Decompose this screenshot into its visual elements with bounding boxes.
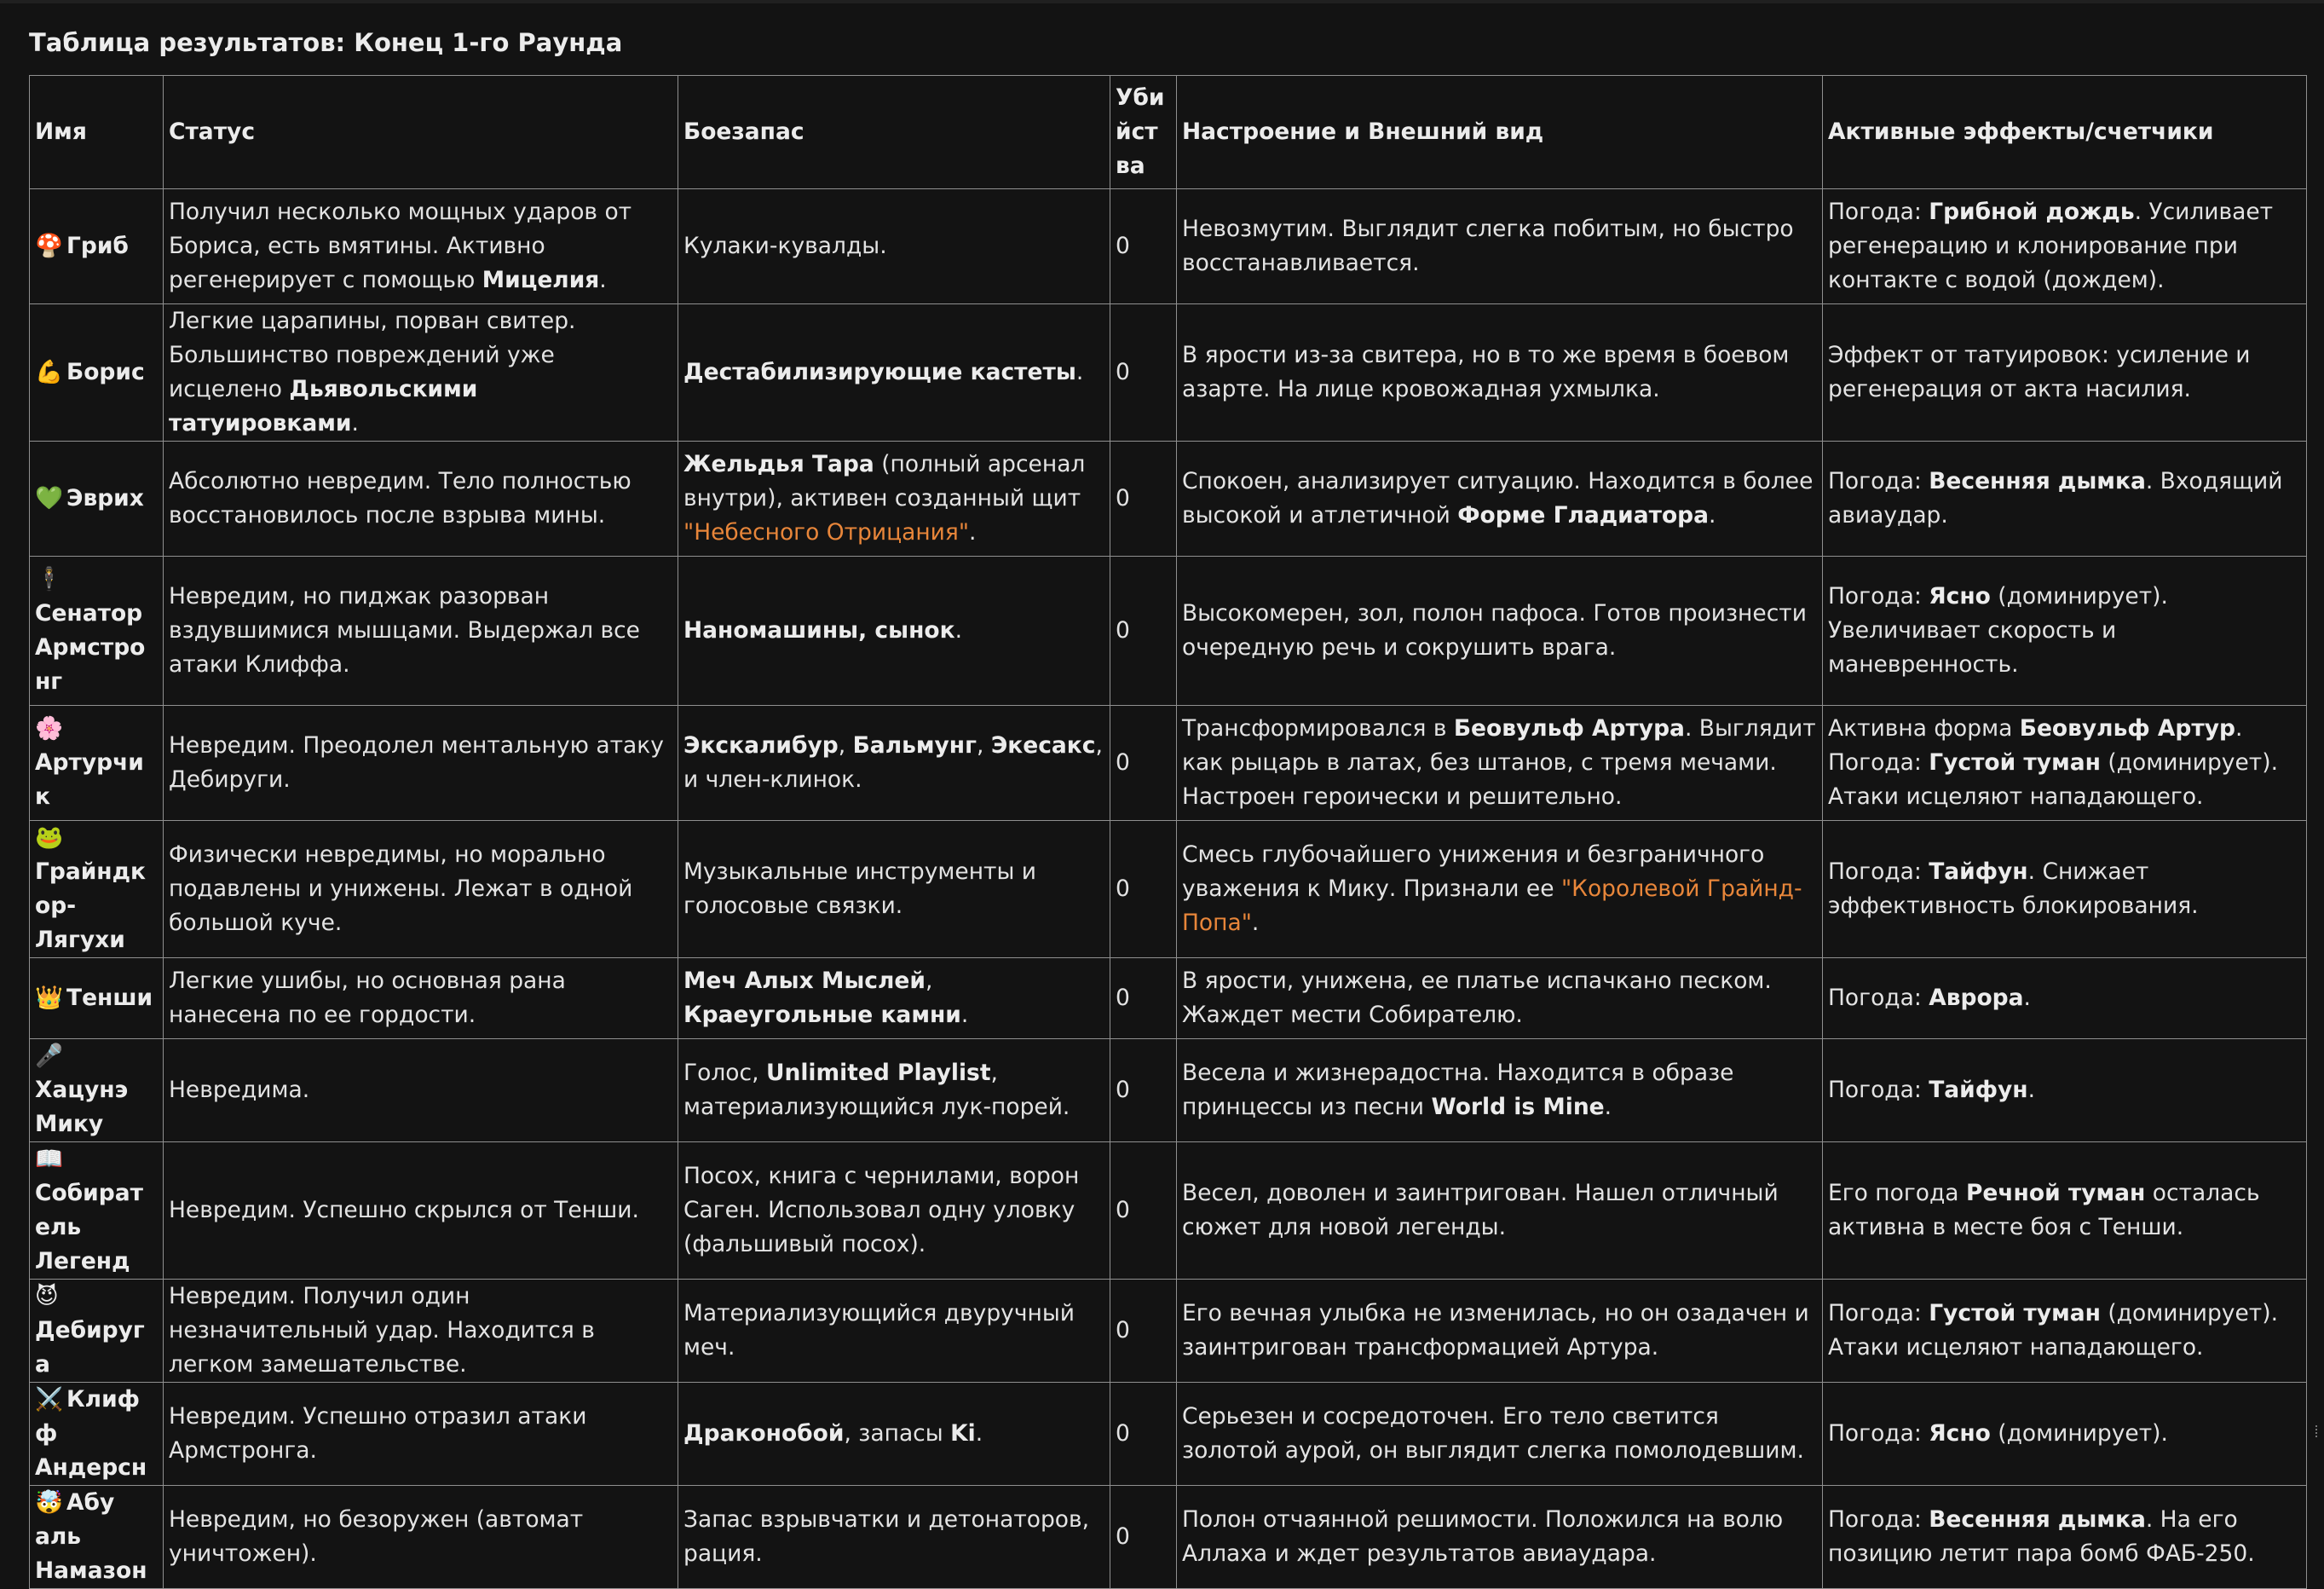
table-row bbox=[30, 1280, 2307, 1383]
cell-ammo-part-6: , и член-клинок. bbox=[683, 732, 1103, 793]
cell-mood-part-0: В ярости из-за свитера, но в то же время в боевом азарте. На лице кровожадная ухмылка. bbox=[1182, 342, 1790, 402]
cell-kills: 0 bbox=[1110, 1486, 1177, 1589]
character-name: Эврих bbox=[66, 485, 144, 511]
cell-effects bbox=[1823, 1280, 2307, 1383]
cell-status bbox=[164, 1039, 678, 1142]
cell-mood-part-2: . bbox=[1604, 1094, 1612, 1120]
cell-ammo-part-0: Кулаки-кувалды. bbox=[683, 233, 887, 259]
cell-ammo-part-4: , bbox=[976, 732, 991, 759]
cell-mood bbox=[1177, 1280, 1823, 1383]
cell-mood-part-2: . bbox=[1251, 910, 1260, 936]
character-name: Сенатор Армстронг bbox=[35, 600, 146, 695]
cell-effects-part-1: Тайфун bbox=[1929, 1077, 2028, 1103]
cell-mood-part-0: Весел, доволен и заинтригован. Нашел отличный сюжет для новой легенды. bbox=[1182, 1180, 1779, 1240]
cell-status bbox=[164, 1142, 678, 1280]
cell-ammo-part-4: . bbox=[969, 519, 977, 546]
character-icon: 🎤 bbox=[35, 1043, 63, 1069]
cell-ammo-part-2: . bbox=[954, 617, 963, 644]
cell-ammo bbox=[678, 821, 1110, 958]
cell-effects-part-2: (доминирует). Увеличивает скорость и маневренность. bbox=[1828, 583, 2168, 678]
table-row bbox=[30, 442, 2307, 557]
character-icon: 🍄 bbox=[35, 233, 63, 259]
cell-ammo-part-2: , запасы bbox=[844, 1420, 951, 1447]
cell-mood-part-1: Беовульф Артура bbox=[1453, 715, 1685, 742]
cell-status bbox=[164, 1383, 678, 1486]
cell-kills: 0 bbox=[1110, 557, 1177, 706]
header-effects: Активные эффекты/счетчики bbox=[1823, 76, 2307, 189]
cell-effects-part-2: . bbox=[2023, 985, 2031, 1011]
cell-ammo-part-3: "Небесного Отрицания" bbox=[683, 519, 970, 546]
cell-effects-part-2: (доминирует). bbox=[1990, 1420, 2168, 1447]
cell-effects-part-2: . На его позицию летит пара бомб ФАБ-250. bbox=[1828, 1506, 2255, 1567]
cell-ammo bbox=[678, 1039, 1110, 1142]
table-row bbox=[30, 304, 2307, 442]
cell-ammo-part-3: Краеугольные камни bbox=[683, 1002, 961, 1028]
table-body bbox=[30, 189, 2307, 1589]
header-status: Статус bbox=[164, 76, 678, 189]
cell-mood-part-0: Невозмутим. Выглядит слегка побитым, но быстро восстанавливается. bbox=[1182, 216, 1794, 276]
cell-ammo bbox=[678, 706, 1110, 821]
cell-status bbox=[164, 1280, 678, 1383]
cell-effects-part-0: Погода: bbox=[1828, 1506, 1929, 1533]
character-icon: 🕴 bbox=[35, 566, 63, 592]
cell-ammo bbox=[678, 1142, 1110, 1280]
cell-ammo bbox=[678, 958, 1110, 1039]
cell-name bbox=[30, 821, 164, 958]
cell-ammo-part-0: Посох, книга с чернилами, ворон Саген. Использовал одну уловку (фальшивый посох). bbox=[683, 1163, 1080, 1257]
cell-kills: 0 bbox=[1110, 1280, 1177, 1383]
cell-status bbox=[164, 304, 678, 442]
cell-effects-part-2: . Погода: bbox=[1828, 715, 2243, 776]
cell-ammo-part-1: Меч Алых Мыслей bbox=[683, 968, 926, 994]
cell-effects-part-0: Погода: bbox=[1828, 858, 1929, 885]
cell-effects-part-0: Активна форма bbox=[1828, 715, 2020, 742]
cell-effects-part-1: Аврора bbox=[1929, 985, 2024, 1011]
cell-name bbox=[30, 442, 164, 557]
character-name: Собиратель Легенд bbox=[35, 1180, 143, 1274]
cell-effects-part-1: Весенняя дымка bbox=[1929, 468, 2146, 494]
cell-ammo-part-2: , bbox=[838, 732, 853, 759]
cell-name bbox=[30, 1039, 164, 1142]
cell-mood-part-0: Высокомерен, зол, полон пафоса. Готов произнести очередную речь и сокрушить врага. bbox=[1182, 600, 1807, 661]
cell-kills: 0 bbox=[1110, 958, 1177, 1039]
header-mood: Настроение и Внешний вид bbox=[1177, 76, 1823, 189]
cell-status-part-1: Мицелия bbox=[482, 267, 600, 293]
cell-mood bbox=[1177, 304, 1823, 442]
cell-mood-part-1: Форме Гладиатора bbox=[1457, 502, 1710, 529]
table-header-row bbox=[30, 76, 2307, 189]
cell-effects-part-2: . Входящий авиаудар. bbox=[1828, 468, 2283, 529]
cell-status-part-0: Физически невредимы, но морально подавлены и унижены. Лежат в одной большой куче. bbox=[169, 841, 633, 936]
character-icon: 📖 bbox=[35, 1146, 63, 1172]
cell-effects bbox=[1823, 821, 2307, 958]
cell-mood bbox=[1177, 189, 1823, 304]
cell-effects-part-1: Беовульф Артур bbox=[2019, 715, 2235, 742]
cell-effects bbox=[1823, 1383, 2307, 1486]
table-row bbox=[30, 1039, 2307, 1142]
cell-effects-part-0: Погода: bbox=[1828, 583, 1929, 610]
cell-ammo bbox=[678, 189, 1110, 304]
cell-mood-part-0: Весела и жизнерадостна. Находится в образе принцессы из песни bbox=[1182, 1060, 1734, 1120]
cell-ammo-part-1: Дестабилизирующие кастеты bbox=[683, 359, 1076, 385]
cell-kills: 0 bbox=[1110, 189, 1177, 304]
cell-kills: 0 bbox=[1110, 821, 1177, 958]
cell-ammo bbox=[678, 1383, 1110, 1486]
cell-kills: 0 bbox=[1110, 1142, 1177, 1280]
table-row bbox=[30, 706, 2307, 821]
cell-effects bbox=[1823, 304, 2307, 442]
cell-effects-part-0: Погода: bbox=[1828, 1420, 1929, 1447]
cell-ammo-part-2: , bbox=[925, 968, 933, 994]
cell-effects-part-0: Погода: bbox=[1828, 985, 1929, 1011]
character-icon: 🤯 bbox=[35, 1489, 63, 1516]
character-name: Тенши bbox=[66, 985, 153, 1011]
cell-status-part-0: Невредим. Успешно отразил атаки Армстронга. bbox=[169, 1403, 587, 1464]
character-name: Дебируга bbox=[35, 1317, 145, 1378]
cell-ammo bbox=[678, 442, 1110, 557]
cell-mood bbox=[1177, 1142, 1823, 1280]
cell-mood bbox=[1177, 706, 1823, 821]
cell-effects-part-0: Погода: bbox=[1828, 199, 1929, 225]
cell-status bbox=[164, 958, 678, 1039]
cell-ammo-part-4: . bbox=[960, 1002, 969, 1028]
cell-name bbox=[30, 1383, 164, 1486]
cell-status bbox=[164, 821, 678, 958]
cell-ammo-part-0: Музыкальные инструменты и голосовые связки. bbox=[683, 858, 1037, 919]
cell-effects-part-2: . bbox=[2027, 1077, 2036, 1103]
cell-ammo-part-0: Материализующийся двуручный меч. bbox=[683, 1300, 1075, 1361]
cell-name bbox=[30, 557, 164, 706]
cell-ammo-part-3: Бальмунг bbox=[852, 732, 977, 759]
character-icon: 👑 bbox=[35, 985, 63, 1011]
cell-kills: 0 bbox=[1110, 442, 1177, 557]
cell-ammo-part-2: (полный арсенал внутри), активен созданный щит bbox=[683, 451, 1086, 511]
character-icon: 🌸 bbox=[35, 715, 63, 742]
cell-status bbox=[164, 189, 678, 304]
character-icon: 😈 bbox=[35, 1283, 59, 1309]
window-top-edge bbox=[0, 0, 2324, 3]
cell-ammo-part-3: Ki bbox=[950, 1420, 976, 1447]
cell-effects-part-4: (доминирует). Атаки исцеляют нападающего. bbox=[1828, 749, 2278, 810]
cell-effects bbox=[1823, 442, 2307, 557]
cell-effects-part-1: Ясно bbox=[1929, 1420, 1991, 1447]
table-row bbox=[30, 557, 2307, 706]
cell-mood bbox=[1177, 1486, 1823, 1589]
table-row bbox=[30, 821, 2307, 958]
cell-ammo-part-0: Запас взрывчатки и детонаторов, рация. bbox=[683, 1506, 1090, 1567]
cell-name bbox=[30, 1142, 164, 1280]
cell-status-part-0: Абсолютно невредим. Тело полностью восстановилось после взрыва мины. bbox=[169, 468, 631, 529]
cell-kills: 0 bbox=[1110, 1039, 1177, 1142]
cell-mood bbox=[1177, 1039, 1823, 1142]
cell-status-part-0: Легкие царапины, порван свитер. Большинство повреждений уже исцелено bbox=[169, 308, 576, 402]
character-name: Борис bbox=[66, 359, 145, 385]
character-icon: ⚔️ bbox=[35, 1386, 63, 1413]
cell-mood-part-0: Серьезен и сосредоточен. Его тело светится золотой аурой, он выглядит слегка помолодевшим. bbox=[1182, 1403, 1804, 1464]
character-name: Артурчик bbox=[35, 749, 144, 810]
character-icon: 🐸 bbox=[35, 824, 63, 851]
cell-status bbox=[164, 557, 678, 706]
character-name: Гриб bbox=[66, 233, 129, 259]
cell-effects-part-0: Погода: bbox=[1828, 1077, 1929, 1103]
cell-effects-part-0: Погода: bbox=[1828, 468, 1929, 494]
cell-effects bbox=[1823, 958, 2307, 1039]
cell-ammo-part-1: Жельдья Тара bbox=[683, 451, 874, 477]
cell-name bbox=[30, 189, 164, 304]
character-icon: 💪 bbox=[35, 359, 63, 385]
cell-ammo-part-1: Драконобой bbox=[683, 1420, 845, 1447]
cell-status-part-2: . bbox=[599, 267, 607, 293]
cell-status-part-0: Невредим. Получил один незначительный удар. Находится в легком замешательстве. bbox=[169, 1283, 595, 1378]
cell-mood-part-1: World is Mine bbox=[1431, 1094, 1605, 1120]
cell-effects-part-1: Весенняя дымка bbox=[1929, 1506, 2146, 1533]
cell-effects bbox=[1823, 1142, 2307, 1280]
cell-mood-part-0: Полон отчаянной решимости. Положился на волю Аллаха и ждет результатов авиаудара. bbox=[1182, 1506, 1784, 1567]
cell-effects-part-2: (доминирует). Атаки исцеляют нападающего. bbox=[1828, 1300, 2278, 1361]
cell-effects-part-0: Погода: bbox=[1828, 1300, 1929, 1326]
cell-status bbox=[164, 706, 678, 821]
cell-status-part-0: Невредим. Преодолел ментальную атаку Дебируги. bbox=[169, 732, 664, 793]
cell-mood-part-0: Его вечная улыбка не изменилась, но он озадачен и заинтригован трансформацией Артура. bbox=[1182, 1300, 1809, 1361]
cell-effects-part-1: Густой туман bbox=[1929, 1300, 2101, 1326]
cell-effects-part-0: Его погода bbox=[1828, 1180, 1966, 1206]
cell-effects-part-1: Ясно bbox=[1929, 583, 1991, 610]
cell-mood-part-0: Смесь глубочайшего унижения и безграничного уважения к Мику. Признали ее bbox=[1182, 841, 1765, 902]
table-row bbox=[30, 1142, 2307, 1280]
cell-status-part-0: Невредим, но безоружен (автомат уничтожен). bbox=[169, 1506, 584, 1567]
cell-effects-part-1: Речной туман bbox=[1965, 1180, 2146, 1206]
page-title: Таблица результатов: Конец 1-го Раунда bbox=[29, 28, 623, 57]
cell-status bbox=[164, 1486, 678, 1589]
cell-mood-part-2: . Выглядит как рыцарь в латах, без штанов, с тремя мечами. Настроен героически и решительно. bbox=[1182, 715, 1816, 810]
cell-status-part-0: Невредима. bbox=[169, 1077, 310, 1103]
cell-mood bbox=[1177, 442, 1823, 557]
table-row bbox=[30, 189, 2307, 304]
cell-status-part-0: Невредим. Успешно скрылся от Тенши. bbox=[169, 1197, 639, 1223]
character-icon: 💚 bbox=[35, 485, 63, 511]
resize-handle[interactable] bbox=[2315, 1425, 2322, 1437]
cell-mood bbox=[1177, 1383, 1823, 1486]
cell-mood-part-2: . bbox=[1709, 502, 1716, 529]
character-name: Клифф Андерсн bbox=[35, 1386, 147, 1481]
table-row bbox=[30, 1383, 2307, 1486]
cell-status-part-0: Легкие ушибы, но основная рана нанесена по ее гордости. bbox=[169, 968, 566, 1028]
cell-effects-part-1: Грибной дождь bbox=[1929, 199, 2135, 225]
cell-name bbox=[30, 304, 164, 442]
cell-ammo-part-1: Наномашины, сынок bbox=[683, 617, 955, 644]
header-kills: Убийства bbox=[1110, 76, 1177, 189]
cell-mood bbox=[1177, 958, 1823, 1039]
cell-effects-part-2: осталась активна в месте боя с Тенши. bbox=[1828, 1180, 2260, 1240]
header-name: Имя bbox=[30, 76, 164, 189]
cell-ammo-part-2: . bbox=[1075, 359, 1084, 385]
cell-effects-part-0: Эффект от татуировок: усиление и регенерация от акта насилия. bbox=[1828, 342, 2251, 402]
cell-effects-part-1: Тайфун bbox=[1929, 858, 2028, 885]
character-name: Хацунэ Мику bbox=[35, 1077, 129, 1137]
cell-status-part-0: Невредим, но пиджак разорван вздувшимися мышцами. Выдержал все атаки Клиффа. bbox=[169, 583, 640, 678]
cell-ammo-part-2: , материализующийся лук-порей. bbox=[683, 1060, 1070, 1120]
cell-ammo bbox=[678, 1486, 1110, 1589]
cell-ammo bbox=[678, 304, 1110, 442]
cell-kills: 0 bbox=[1110, 1383, 1177, 1486]
cell-name bbox=[30, 1280, 164, 1383]
character-name: Грайндкор-Лягухи bbox=[35, 858, 147, 953]
cell-effects bbox=[1823, 189, 2307, 304]
cell-ammo bbox=[678, 1280, 1110, 1383]
cell-status bbox=[164, 442, 678, 557]
table-row bbox=[30, 1486, 2307, 1589]
cell-effects-part-2: . Снижает эффективность блокирования. bbox=[1828, 858, 2199, 919]
cell-mood-part-0: В ярости, унижена, ее платье испачкано песком. Жаждет мести Собирателю. bbox=[1182, 968, 1772, 1028]
cell-effects bbox=[1823, 557, 2307, 706]
cell-status-part-0: Получил несколько мощных ударов от Бориса, есть вмятины. Активно регенерирует с помощью bbox=[169, 199, 632, 293]
cell-mood-part-1: "Королевой Грайнд-Попа" bbox=[1182, 875, 1802, 936]
cell-mood bbox=[1177, 557, 1823, 706]
results-table bbox=[29, 75, 2307, 1589]
cell-mood-part-0: Спокоен, анализирует ситуацию. Находится в более высокой и атлетичной bbox=[1182, 468, 1814, 529]
cell-kills: 0 bbox=[1110, 706, 1177, 821]
cell-status-part-1: Дьявольскими татуировками bbox=[169, 376, 478, 436]
cell-ammo bbox=[678, 557, 1110, 706]
cell-effects bbox=[1823, 1486, 2307, 1589]
character-name: Абу аль Намазон bbox=[35, 1489, 147, 1584]
cell-effects bbox=[1823, 706, 2307, 821]
cell-ammo-part-5: Экесакс bbox=[990, 732, 1096, 759]
cell-name bbox=[30, 958, 164, 1039]
cell-ammo-part-1: Unlimited Playlist bbox=[765, 1060, 991, 1086]
cell-mood-part-0: Трансформировался в bbox=[1182, 715, 1454, 742]
cell-ammo-part-0: Голос, bbox=[683, 1060, 766, 1086]
cell-effects bbox=[1823, 1039, 2307, 1142]
cell-name bbox=[30, 1486, 164, 1589]
cell-status-part-2: . bbox=[351, 410, 359, 436]
table-row bbox=[30, 958, 2307, 1039]
cell-name bbox=[30, 706, 164, 821]
header-ammo: Боезапас bbox=[678, 76, 1110, 189]
cell-kills: 0 bbox=[1110, 304, 1177, 442]
cell-ammo-part-1: Экскалибур bbox=[683, 732, 839, 759]
cell-mood bbox=[1177, 821, 1823, 958]
cell-ammo-part-4: . bbox=[975, 1420, 983, 1447]
cell-effects-part-3: Густой туман bbox=[1929, 749, 2101, 776]
cell-effects-part-2: . Усиливает регенерацию и клонирование при контакте с водой (дождем). bbox=[1828, 199, 2274, 293]
